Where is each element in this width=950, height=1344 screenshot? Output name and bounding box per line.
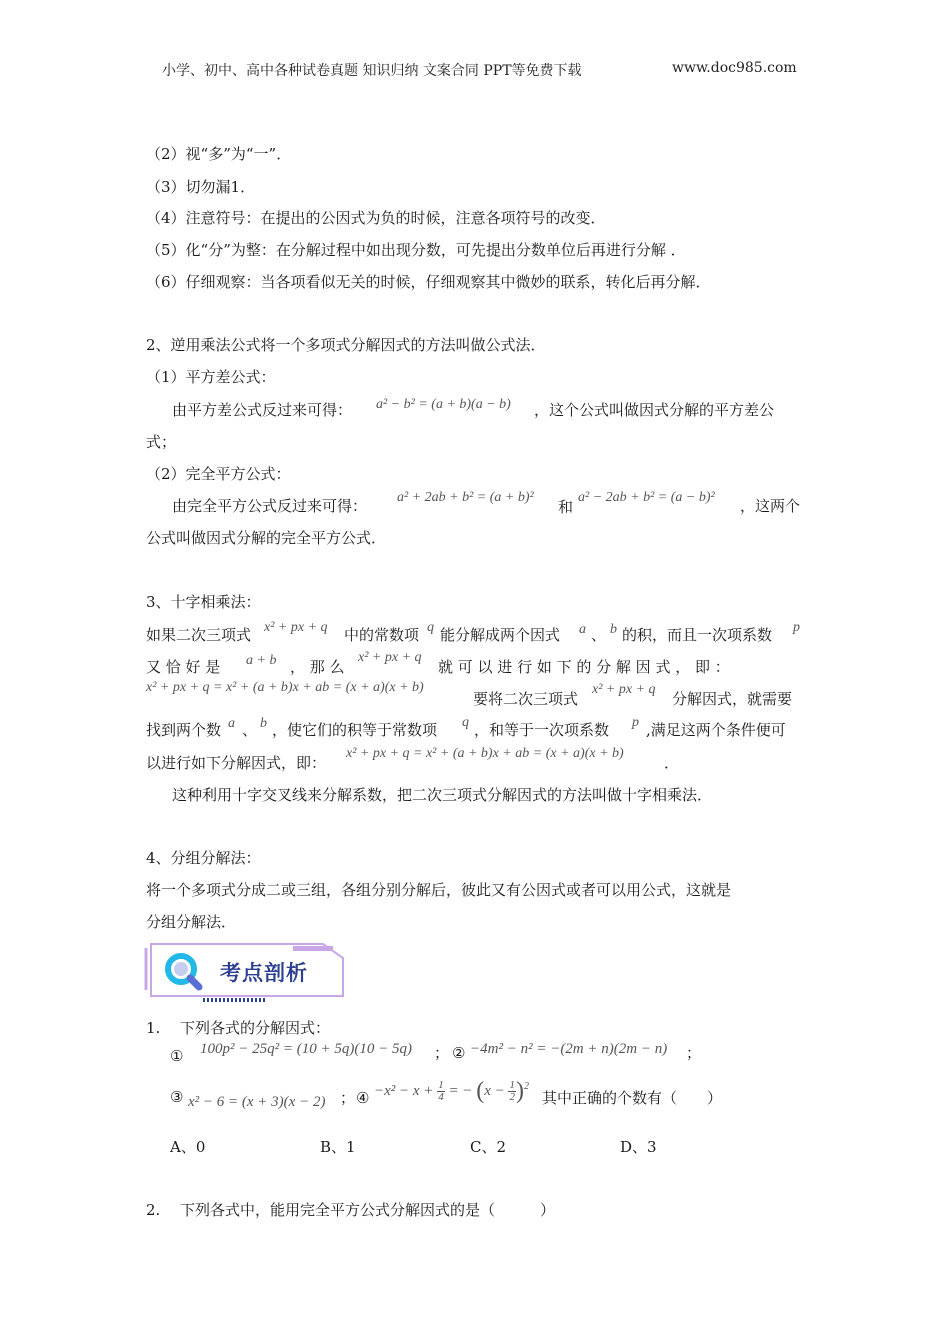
- q1-expr4-fraction-2: $\frac{1}{2}$: [509, 1079, 515, 1104]
- math-p: p: [793, 620, 800, 635]
- q1-option-d[interactable]: D、3: [620, 1138, 657, 1156]
- tip-5: （5）化“分”为整：在分解过程中如出现分数，可先提出分数单位后再进行分解 ．: [146, 241, 686, 259]
- sec2-p1b: ，这个公式叫做因式分解的平方差公: [534, 401, 775, 419]
- tip-4: （4）注意符号：在提出的公因式为负的时候，注意各项符号的改变．: [146, 209, 606, 227]
- sec2-title: 2、逆用乘法公式将一个多项式分解因式的方法叫做公式法．: [146, 336, 546, 354]
- sec3-title: 3、十字相乘法：: [146, 593, 261, 611]
- sec3-l1b: 中的常数项: [344, 626, 420, 644]
- q1-expr4-part-a: −x² − x +: [374, 1083, 434, 1099]
- sec2-and: 和: [558, 498, 574, 516]
- math-trinomial: x² + px + q: [264, 620, 328, 635]
- q1-choice3-marker: ③: [170, 1088, 184, 1106]
- math-trinomial-2: x² + px + q: [358, 650, 422, 665]
- q1-expr4-part-b: = −: [448, 1083, 473, 1099]
- q1-stem: 下列各式的分解因式：: [180, 1019, 331, 1037]
- q1-expr4-fraction-1: $\frac{1}{4}$: [438, 1079, 444, 1104]
- q1-expr1: 100p² − 25q² = (10 + 5q)(10 − 5q): [200, 1041, 412, 1057]
- sec3-l4d: ，和等于一次项系数: [474, 721, 610, 739]
- tip-2: （2）视“多”为“一”．: [146, 145, 292, 163]
- sec2-p2c: 公式叫做因式分解的完全平方公式．: [146, 529, 387, 547]
- q1-tail: 其中正确的个数有（ ）: [542, 1089, 723, 1107]
- tip-3: （3）切勿漏1．: [146, 178, 256, 196]
- q2-number: 2.: [146, 1201, 161, 1219]
- sec4-l1: 将一个多项式分成二或三组，各组分别分解后，彼此又有公因式或者可以用公式，这就是: [146, 881, 732, 899]
- sec3-l4c: ，使它们的积等于常数项: [272, 721, 438, 739]
- sec2-sub1: （1）平方差公式：: [146, 368, 276, 386]
- sec3-l1a: 如果二次三项式: [146, 626, 252, 644]
- sec3-l1c: 能分解成两个因式: [440, 626, 561, 644]
- math-b-2: b: [260, 716, 267, 731]
- sec3-l2a: 又 恰 好 是: [146, 658, 221, 676]
- formula-square-sum: a² + 2ab + b² = (a + b)²: [397, 490, 534, 505]
- banner-label: 考点剖析: [220, 961, 308, 985]
- sec3-l3b: 分解因式，就需要: [672, 690, 793, 708]
- sec3-l4a: 找到两个数: [146, 721, 222, 739]
- q2-stem: 下列各式中，能用完全平方公式分解因式的是（ ）: [180, 1201, 556, 1219]
- sec2-p1a: 由平方差公式反过来可得：: [172, 401, 353, 419]
- sec4-title: 4、分组分解法：: [146, 849, 261, 867]
- sec3-l2b: ， 那 么: [290, 658, 345, 676]
- q1-sep3: ；: [340, 1089, 356, 1107]
- q1-option-b[interactable]: B、1: [320, 1138, 356, 1156]
- math-a: a: [579, 622, 586, 637]
- math-cross-expansion: x² + px + q = x² + (a + b)x + ab = (x + a)(x + b): [146, 680, 424, 695]
- sec3-l5a: 以进行如下分解因式，即：: [146, 754, 327, 772]
- sec3-l4b: 、: [242, 721, 258, 739]
- sec3-l1e: 的积，而且一次项系数: [622, 626, 773, 644]
- q1-choice4-marker: ④: [356, 1089, 370, 1107]
- q1-expr4-part-c: x −: [484, 1083, 505, 1099]
- q1-expr2: −4m² − n² = −(2m + n)(2m − n): [470, 1041, 668, 1057]
- formula-diff-squares: a² − b² = (a + b)(a − b): [376, 397, 511, 412]
- q1-expr4: −x² − x + $\frac{1}{4}$ = − (x − $\frac{1}{2}$ )$^2$: [374, 1078, 529, 1104]
- math-q-2: q: [462, 715, 469, 730]
- q1-choice2-marker: ②: [452, 1044, 466, 1062]
- q1-expr3: x² − 6 = (x + 3)(x − 2): [188, 1094, 326, 1110]
- math-a-2: a: [228, 716, 235, 731]
- q1-choice1-marker: ①: [170, 1047, 184, 1065]
- formula-square-diff: a² − 2ab + b² = (a − b)²: [578, 490, 715, 505]
- sec3-l6: 这种利用十字交叉线来分解系数，把二次三项式分解因式的方法叫做十字相乘法．: [172, 786, 713, 804]
- math-trinomial-3: x² + px + q: [592, 682, 656, 697]
- sec3-l5b: ．: [664, 754, 680, 772]
- sec3-l3a: 要将二次三项式: [473, 690, 579, 708]
- sec3-l4e: ,满足这两个条件便可: [646, 721, 786, 739]
- sec2-p2a: 由完全平方公式反过来可得：: [172, 497, 368, 515]
- q1-option-a[interactable]: A、0: [170, 1138, 206, 1156]
- tip-6: （6）仔细观察：当各项看似无关的时候，仔细观察其中微妙的联系，转化后再分解．: [146, 273, 711, 291]
- q1-number: 1.: [146, 1019, 161, 1037]
- header-left: 小学、初中、高中各种试卷真题 知识归纳 文案合同 PPT等免费下载: [162, 63, 582, 79]
- math-p-2: p: [632, 715, 639, 730]
- header-right: www.doc985.com: [672, 60, 797, 76]
- q1-option-c[interactable]: C、2: [470, 1138, 507, 1156]
- sec4-l2: 分组分解法．: [146, 913, 237, 931]
- sec2-sub2: （2）完全平方公式：: [146, 465, 291, 483]
- q1-expr4-exponent: 2: [523, 1081, 529, 1092]
- sec2-p2b: ，这两个: [740, 497, 801, 515]
- q1-sep2: ；: [686, 1044, 702, 1062]
- sec3-l1d: 、: [591, 626, 607, 644]
- math-q: q: [427, 620, 434, 635]
- math-b: b: [610, 622, 617, 637]
- sec2-p1c: 式；: [146, 433, 177, 451]
- math-cross-expansion-2: x² + px + q = x² + (a + b)x + ab = (x + a)(x + b): [346, 746, 624, 761]
- q1-sep1: ；: [434, 1044, 450, 1062]
- sec3-l2c: 就 可 以 进 行 如 下 的 分 解 因 式 ， 即 ：: [438, 658, 730, 676]
- math-a-plus-b: a + b: [246, 653, 277, 668]
